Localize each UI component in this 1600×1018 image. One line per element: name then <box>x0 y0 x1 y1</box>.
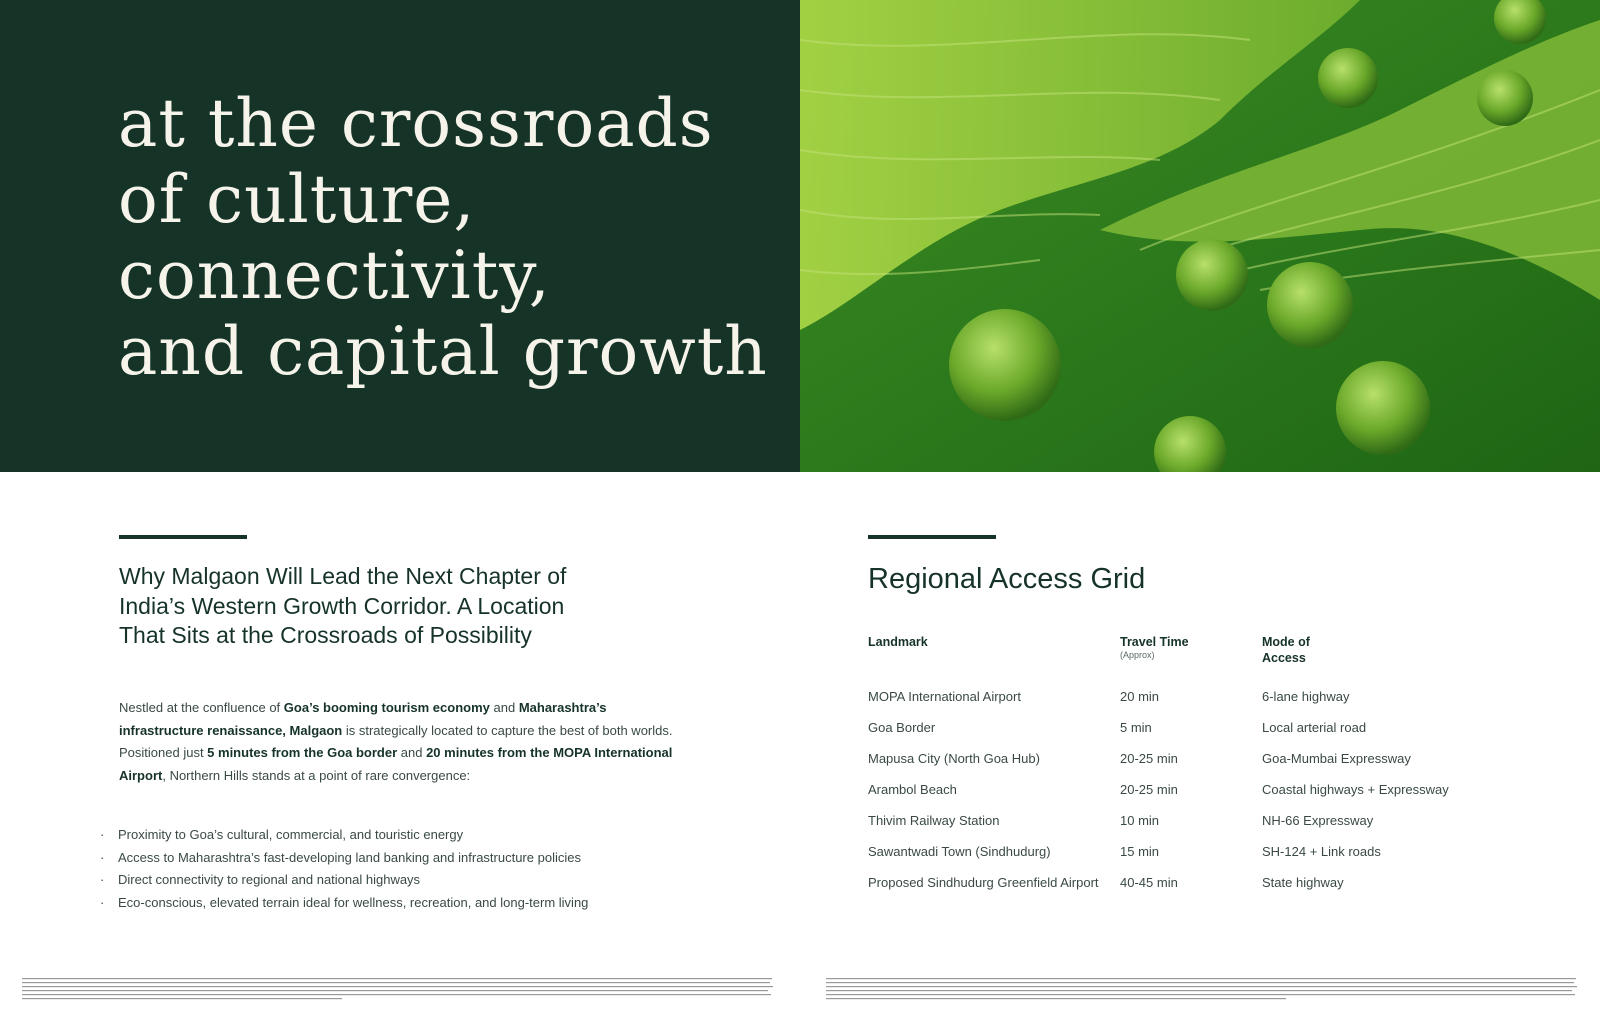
mode-cell: 6-lane highway <box>1262 689 1350 704</box>
column-header-label: Travel Time <box>1120 635 1189 649</box>
grid-title: Regional Access Grid <box>868 563 1146 595</box>
landmark-cell: Sawantwadi Town (Sindhudurg) <box>868 844 1051 859</box>
disclaimer-fine-print <box>826 976 1578 1000</box>
travel-time-cell: 15 min <box>1120 844 1160 859</box>
intro-paragraph <box>119 697 694 787</box>
aerial-landscape-image <box>800 0 1600 472</box>
column-header-mode: Mode of Access <box>1262 635 1310 665</box>
mode-cell: Coastal highways + Expressway <box>1262 782 1449 797</box>
hero-title-line: connectivity, <box>118 237 551 314</box>
list-item: · Eco-conscious, elevated terrain ideal for wellness, recreation, and long-term living <box>100 892 700 915</box>
intro-text: and <box>397 745 427 760</box>
disclaimer-fine-print <box>22 976 774 1000</box>
travel-time-cell: 20 min <box>1120 689 1160 704</box>
intro-highlight: 5 minutes from the Goa border <box>207 745 398 760</box>
hero-title <box>118 86 768 390</box>
list-item: · Access to Maharashtra’s fast-developing land banking and infrastructure policies <box>100 847 700 870</box>
mode-cell: NH-66 Expressway <box>1262 813 1374 828</box>
section-divider <box>119 535 247 539</box>
table-row <box>868 874 1508 905</box>
intro-highlight: Goa’s booming tourism economy <box>283 700 490 715</box>
travel-time-cell: 10 min <box>1120 813 1160 828</box>
table-row <box>868 750 1508 781</box>
section-divider <box>868 535 996 539</box>
mode-cell: Local arterial road <box>1262 720 1367 735</box>
hero-title-line: at the crossroads <box>118 85 714 162</box>
intro-highlight: 20 minutes from the MOPA International Airport <box>119 745 673 783</box>
table-row <box>868 719 1508 750</box>
list-item: · Direct connectivity to regional and national highways <box>100 869 700 892</box>
landmark-cell: Arambol Beach <box>868 782 957 797</box>
column-header-landmark: Landmark <box>868 635 928 649</box>
mode-cell: State highway <box>1262 875 1344 890</box>
intro-text: is strategically located to capture the best of both worlds. Positioned just <box>119 722 673 760</box>
hero-panel <box>0 0 800 472</box>
travel-time-cell: 20-25 min <box>1120 782 1178 797</box>
travel-time-cell: 40-45 min <box>1120 875 1178 890</box>
landmark-cell: MOPA International Airport <box>868 689 1021 704</box>
hero-title-line: and capital growth <box>118 313 768 390</box>
column-header-travel-time <box>1120 634 1189 660</box>
table-row <box>868 843 1508 874</box>
column-header-sublabel: (Approx) <box>1120 650 1155 660</box>
travel-time-cell: 20-25 min <box>1120 751 1178 766</box>
landmark-cell: Goa Border <box>868 720 936 735</box>
table-row <box>868 781 1508 812</box>
mode-cell: Goa-Mumbai Expressway <box>1262 751 1411 766</box>
intro-highlight: Maharashtra’s infrastructure renaissance, Malgaon <box>119 700 607 738</box>
table-row <box>868 688 1508 719</box>
intro-text: and <box>489 700 519 715</box>
access-grid-table <box>868 688 1508 905</box>
landmark-cell: Thivim Railway Station <box>868 813 1000 828</box>
landmark-cell: Mapusa City (North Goa Hub) <box>868 751 1040 766</box>
intro-text: , Northern Hills stands at a point of rare convergence: <box>162 767 471 783</box>
feature-list <box>100 824 700 914</box>
hero-title-line: of culture, <box>118 161 476 238</box>
intro-text: Nestled at the confluence of <box>119 700 284 715</box>
landmark-cell: Proposed Sindhudurg Greenfield Airport <box>868 875 1099 890</box>
list-item: · Proximity to Goa’s cultural, commercial, and touristic energy <box>100 824 700 847</box>
mode-cell: SH-124 + Link roads <box>1262 844 1381 859</box>
table-row <box>868 812 1508 843</box>
section-heading: Why Malgaon Will Lead the Next Chapter of India’s Western Growth Corridor. A Location That Sits at the Crossroads of Possibility <box>119 563 567 648</box>
travel-time-cell: 5 min <box>1120 720 1152 735</box>
